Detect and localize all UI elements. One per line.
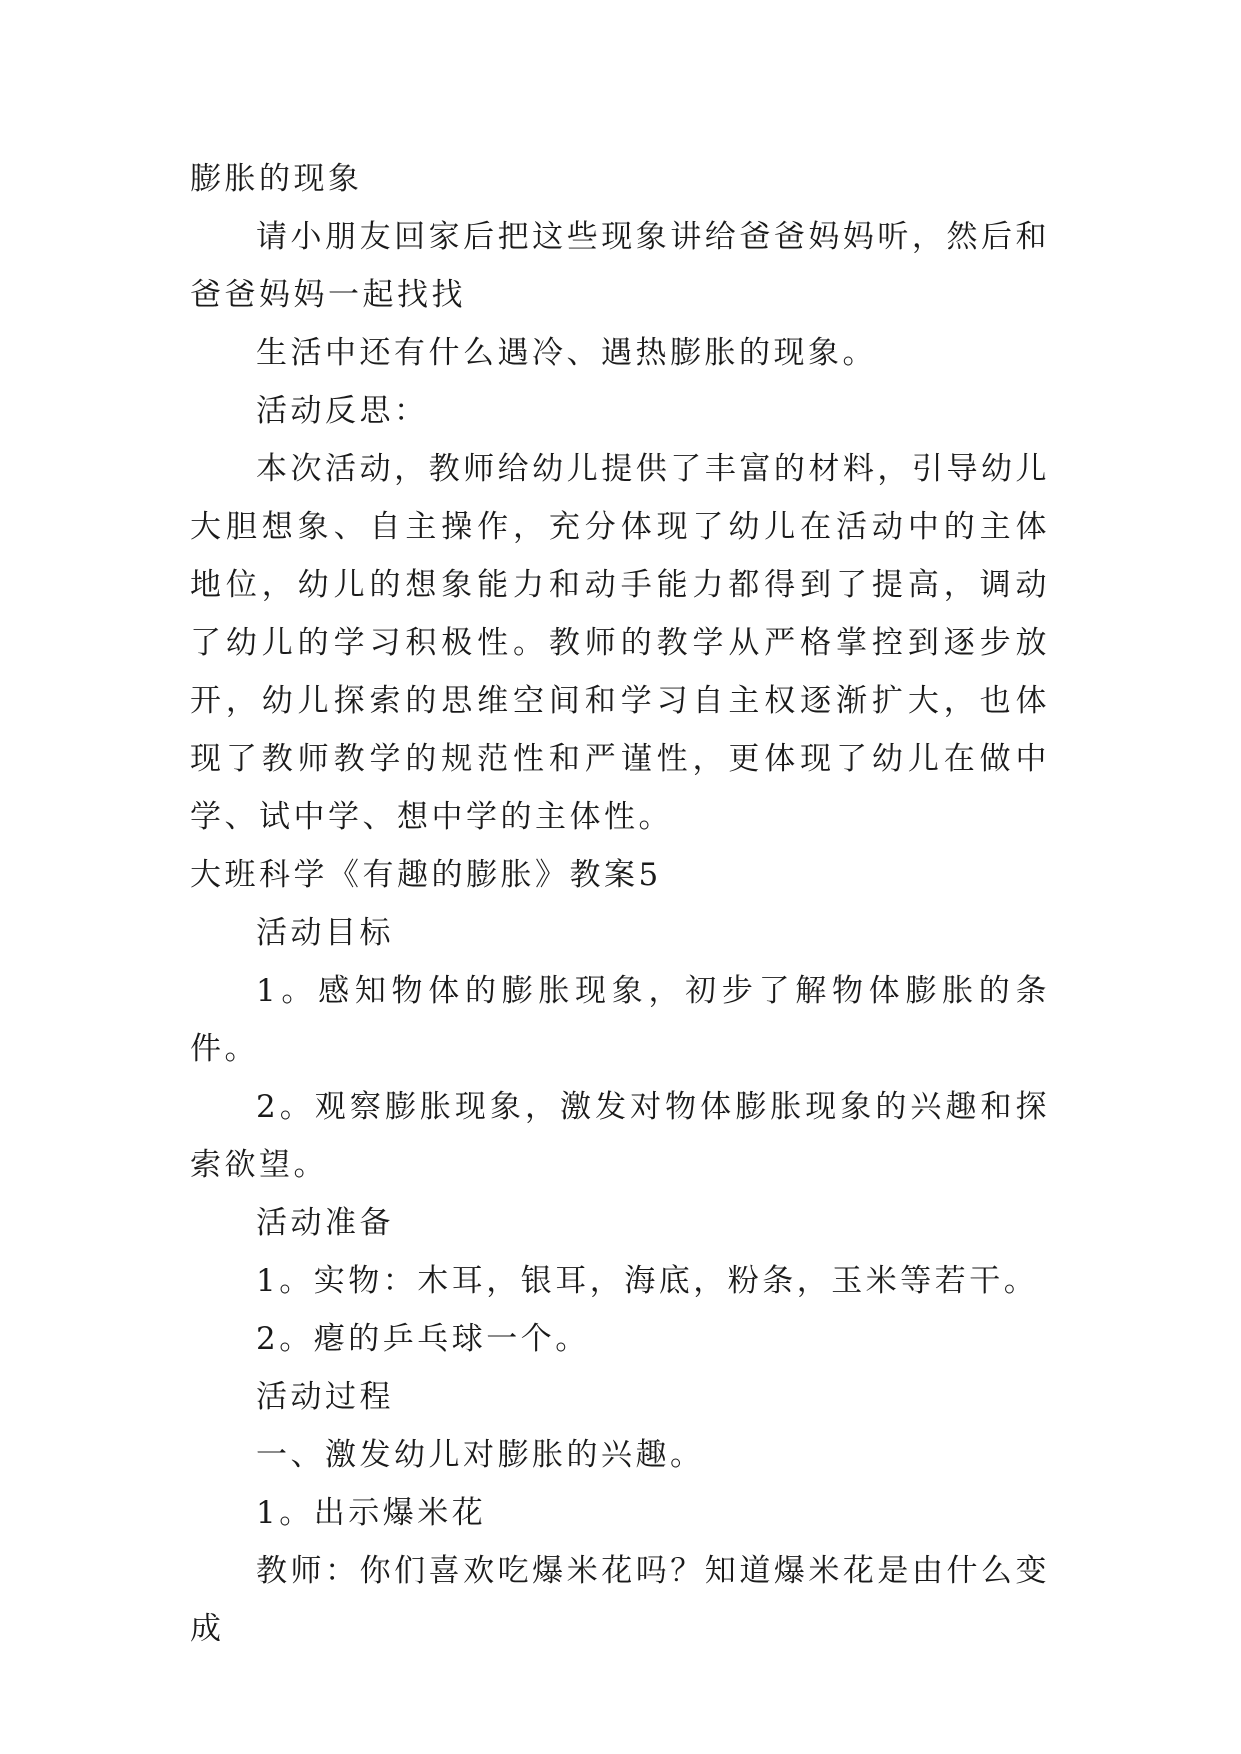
paragraph-goal-1: 1。感知物体的膨胀现象，初步了解物体膨胀的条件。 — [190, 973, 1050, 1067]
paragraph-process-heading: 活动过程 — [256, 1379, 394, 1415]
paragraph-process-step-1: 一、激发幼儿对膨胀的兴趣。 — [256, 1437, 705, 1473]
paragraph-teacher-question: 教师：你们喜欢吃爆米花吗？知道爆米花是由什么变成 — [190, 1553, 1050, 1647]
paragraph-goals-heading: 活动目标 — [256, 915, 394, 951]
document-body — [190, 150, 1050, 1658]
paragraph-homework: 请小朋友回家后把这些现象讲给爸爸妈妈听，然后和爸爸妈妈一起找找 — [190, 219, 1050, 313]
paragraph-process-substep-1: 1。出示爆米花 — [256, 1495, 487, 1531]
paragraph-reflection-heading: 活动反思： — [256, 393, 429, 429]
paragraph-preparation-1: 1。实物：木耳，银耳，海底，粉条，玉米等若干。 — [256, 1263, 1039, 1299]
paragraph-preparation-2: 2。瘪的乒乓球一个。 — [256, 1321, 590, 1357]
paragraph-goal-2: 2。观察膨胀现象，激发对物体膨胀现象的兴趣和探索欲望。 — [190, 1089, 1050, 1183]
paragraph-preparation-heading: 活动准备 — [256, 1205, 394, 1241]
paragraph-homework-continued: 生活中还有什么遇冷、遇热膨胀的现象。 — [256, 335, 877, 371]
paragraph-reflection-body: 本次活动，教师给幼儿提供了丰富的材料，引导幼儿大胆想象、自主操作，充分体现了幼儿在活动中的主体地位，幼儿的想象能力和动手能力都得到了提高，调动了幼儿的学习积极性。教师的教学从严格掌控到逐步放开，幼儿探索的思维空间和学习自主权逐渐扩大，也体现了教师教学的规范性和严谨性，更体现了幼儿在做中学、试中学、想中学的主体性。 — [190, 451, 1050, 835]
paragraph-continuation: 膨胀的现象 — [190, 161, 363, 197]
section-title: 大班科学《有趣的膨胀》教案5 — [190, 857, 662, 893]
